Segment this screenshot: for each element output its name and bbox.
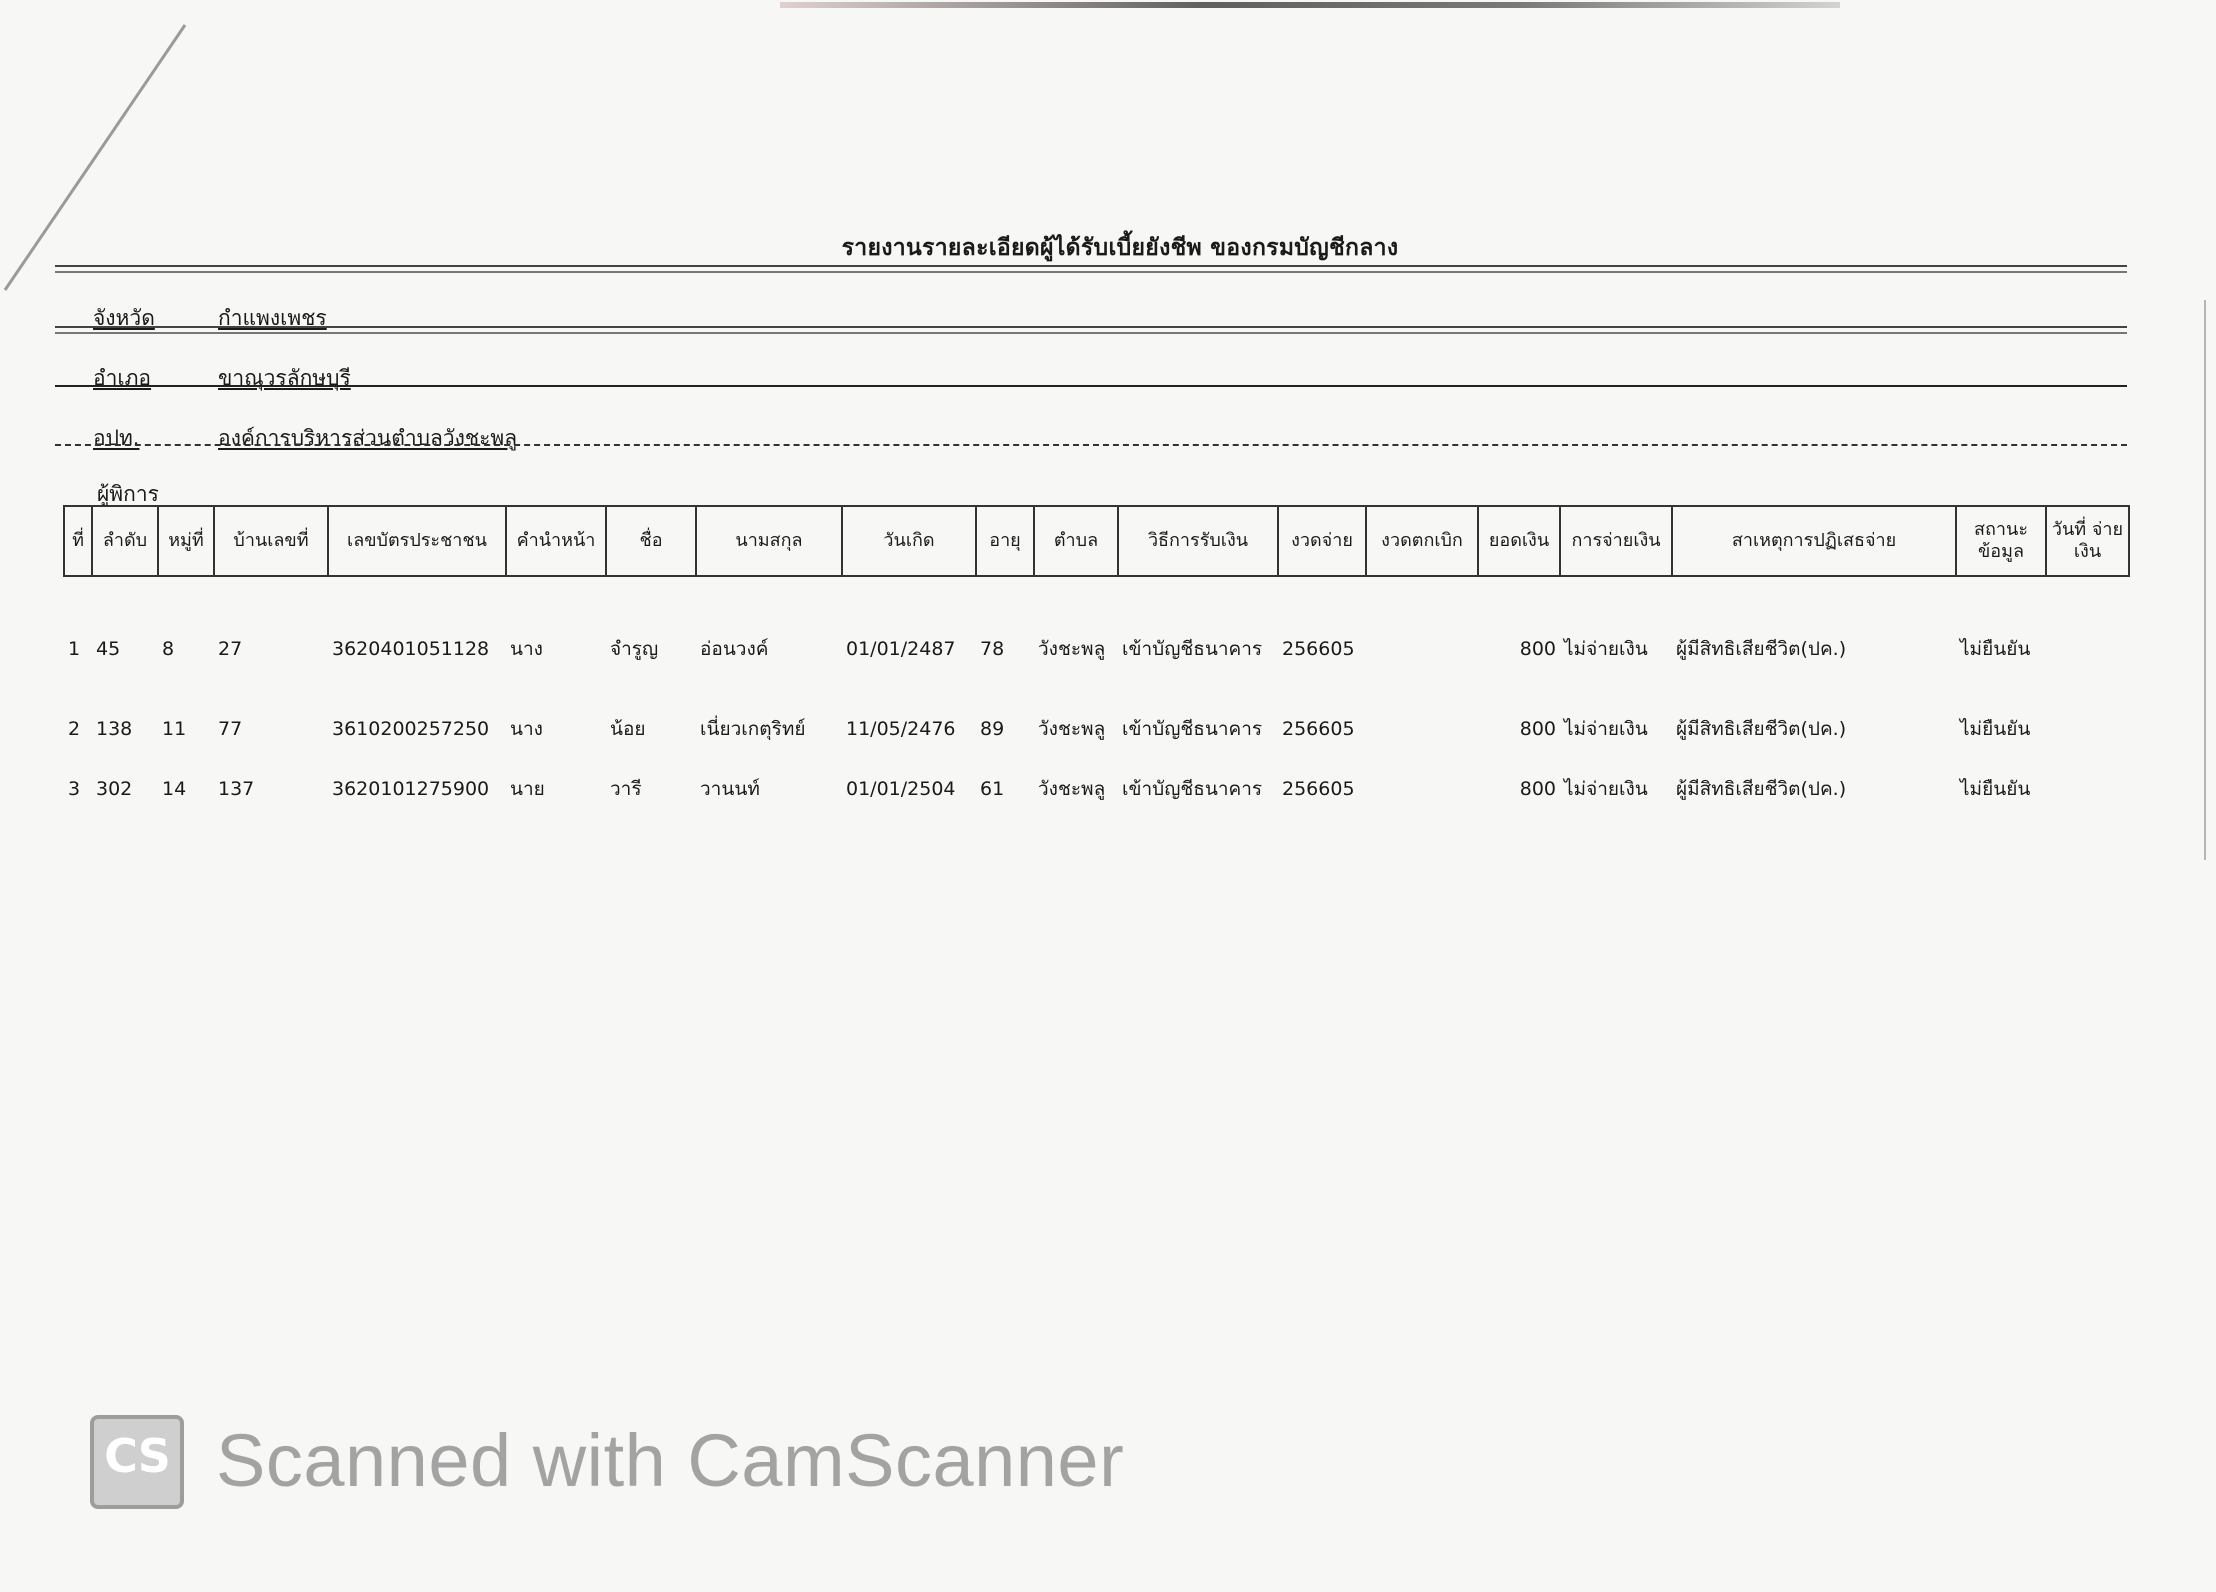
col-header-birth-date: วันเกิด [842, 506, 976, 576]
beneficiary-table [63, 505, 2130, 816]
province-value: กำแพงเพชร [218, 306, 327, 330]
cell-index: 1 [68, 637, 81, 660]
cell-period: 256605 [1282, 717, 1355, 740]
cell-data-status: ไม่ยืนยัน [1960, 637, 2031, 660]
paper-fold-line [0, 20, 200, 300]
col-header-first-name: ชื่อ [606, 506, 696, 576]
title-rule [55, 265, 2127, 273]
col-header-pay-date: วันที่ จ่ายเงิน [2046, 506, 2129, 576]
col-header-amount: ยอดเงิน [1478, 506, 1560, 576]
cell-reject-reason: ผู้มีสิทธิเสียชีวิต(ปค.) [1676, 777, 1847, 800]
lao-label: อปท. [93, 426, 140, 450]
cell-surname: อ่อนวงค์ [700, 637, 769, 660]
cell-period: 256605 [1282, 777, 1355, 800]
report-title: รายงานรายละเอียดผู้ได้รับเบี้ยยังชีพ ของกรมบัญชีกลาง [841, 235, 1399, 261]
district-rule [55, 385, 2127, 387]
col-header-id-card: เลขบัตรประชาชน [328, 506, 506, 576]
cell-birth-date: 01/01/2487 [846, 637, 956, 660]
cell-birth-date: 01/01/2504 [846, 777, 956, 800]
col-header-reject-reason: สาเหตุการปฏิเสธจ่าย [1672, 506, 1956, 576]
cell-house-no: 137 [218, 777, 255, 800]
cell-village: 8 [162, 637, 175, 660]
cell-prefix: นาง [510, 637, 543, 660]
lao-value: องค์การบริหารส่วนตำบลวังชะพลู [218, 426, 518, 450]
cell-payment: ไม่จ่ายเงิน [1564, 717, 1648, 740]
cell-prefix: นาย [510, 777, 545, 800]
col-header-seq: ลำดับ [92, 506, 158, 576]
cell-age: 78 [980, 637, 1005, 660]
col-header-village: หมู่ที่ [158, 506, 214, 576]
scan-edge-right [2204, 300, 2206, 860]
table-row [64, 576, 2129, 696]
cell-pay-date [2046, 696, 2129, 761]
cell-payment: ไม่จ่ายเงิน [1564, 637, 1648, 660]
cell-arrears-period [1366, 576, 1478, 696]
table-row [64, 761, 2129, 816]
cell-birth-date: 11/05/2476 [846, 717, 956, 740]
cell-amount: 800 [1519, 717, 1556, 740]
cell-payment: ไม่จ่ายเงิน [1564, 777, 1648, 800]
district-label: อำเภอ [93, 366, 152, 390]
cell-village: 11 [162, 717, 187, 740]
cell-age: 61 [980, 777, 1005, 800]
cell-id-card: 3620101275900 [332, 777, 490, 800]
cell-reject-reason: ผู้มีสิทธิเสียชีวิต(ปค.) [1676, 717, 1847, 740]
cell-house-no: 77 [218, 717, 243, 740]
cell-period: 256605 [1282, 637, 1355, 660]
cell-subdistrict: วังชะพลู [1038, 777, 1106, 800]
col-header-pay-method: วิธีการรับเงิน [1118, 506, 1278, 576]
col-header-payment: การจ่ายเงิน [1560, 506, 1672, 576]
cell-amount: 800 [1519, 777, 1556, 800]
cell-index: 2 [68, 717, 81, 740]
payer-type-label: ผู้พิการ [97, 482, 159, 506]
lao-rule [55, 444, 2127, 446]
cell-reject-reason: ผู้มีสิทธิเสียชีวิต(ปค.) [1676, 637, 1847, 660]
province-label: จังหวัด [93, 306, 155, 330]
cell-pay-method: เข้าบัญชีธนาคาร [1122, 777, 1263, 800]
cell-first-name: วารี [610, 777, 642, 800]
cell-data-status: ไม่ยืนยัน [1960, 777, 2031, 800]
col-header-house-no: บ้านเลขที่ [214, 506, 328, 576]
cell-surname: วานนท์ [700, 777, 760, 800]
cell-subdistrict: วังชะพลู [1038, 637, 1106, 660]
cell-age: 89 [980, 717, 1005, 740]
col-header-data-status: สถานะ ข้อมูล [1956, 506, 2046, 576]
province-rule [55, 326, 2127, 334]
camscanner-logo-text: CS [104, 1429, 170, 1483]
col-header-index: ที่ [64, 506, 92, 576]
col-header-arrears-period: งวดตกเบิก [1366, 506, 1478, 576]
cell-seq: 45 [96, 637, 121, 660]
col-header-subdistrict: ตำบล [1034, 506, 1118, 576]
cell-village: 14 [162, 777, 187, 800]
cell-amount: 800 [1519, 637, 1556, 660]
cell-arrears-period [1366, 761, 1478, 816]
camscanner-watermark: Scanned with CamScanner [216, 1419, 1125, 1502]
table-header-row [64, 506, 2129, 576]
cell-pay-method: เข้าบัญชีธนาคาร [1122, 717, 1263, 740]
cell-pay-date [2046, 761, 2129, 816]
cell-seq: 302 [96, 777, 133, 800]
cell-prefix: นาง [510, 717, 543, 740]
cell-seq: 138 [96, 717, 133, 740]
cell-first-name: จำรูญ [610, 637, 659, 660]
cell-surname: เนี่ยวเกตุริทย์ [700, 717, 806, 740]
district-value: ขาณุวรลักษบุรี [218, 366, 351, 390]
cell-house-no: 27 [218, 637, 243, 660]
col-header-age: อายุ [976, 506, 1034, 576]
cell-id-card: 3620401051128 [332, 637, 490, 660]
cell-index: 3 [68, 777, 81, 800]
cell-first-name: น้อย [610, 717, 646, 740]
cell-arrears-period [1366, 696, 1478, 761]
col-header-prefix: คำนำหน้า [506, 506, 606, 576]
cell-id-card: 3610200257250 [332, 717, 490, 740]
table-row [64, 696, 2129, 761]
cell-pay-date [2046, 576, 2129, 696]
scan-edge-top [780, 2, 1840, 8]
col-header-surname: นามสกุล [696, 506, 842, 576]
col-header-period: งวดจ่าย [1278, 506, 1366, 576]
cell-data-status: ไม่ยืนยัน [1960, 717, 2031, 740]
camscanner-logo [90, 1415, 184, 1509]
cell-pay-method: เข้าบัญชีธนาคาร [1122, 637, 1263, 660]
cell-subdistrict: วังชะพลู [1038, 717, 1106, 740]
